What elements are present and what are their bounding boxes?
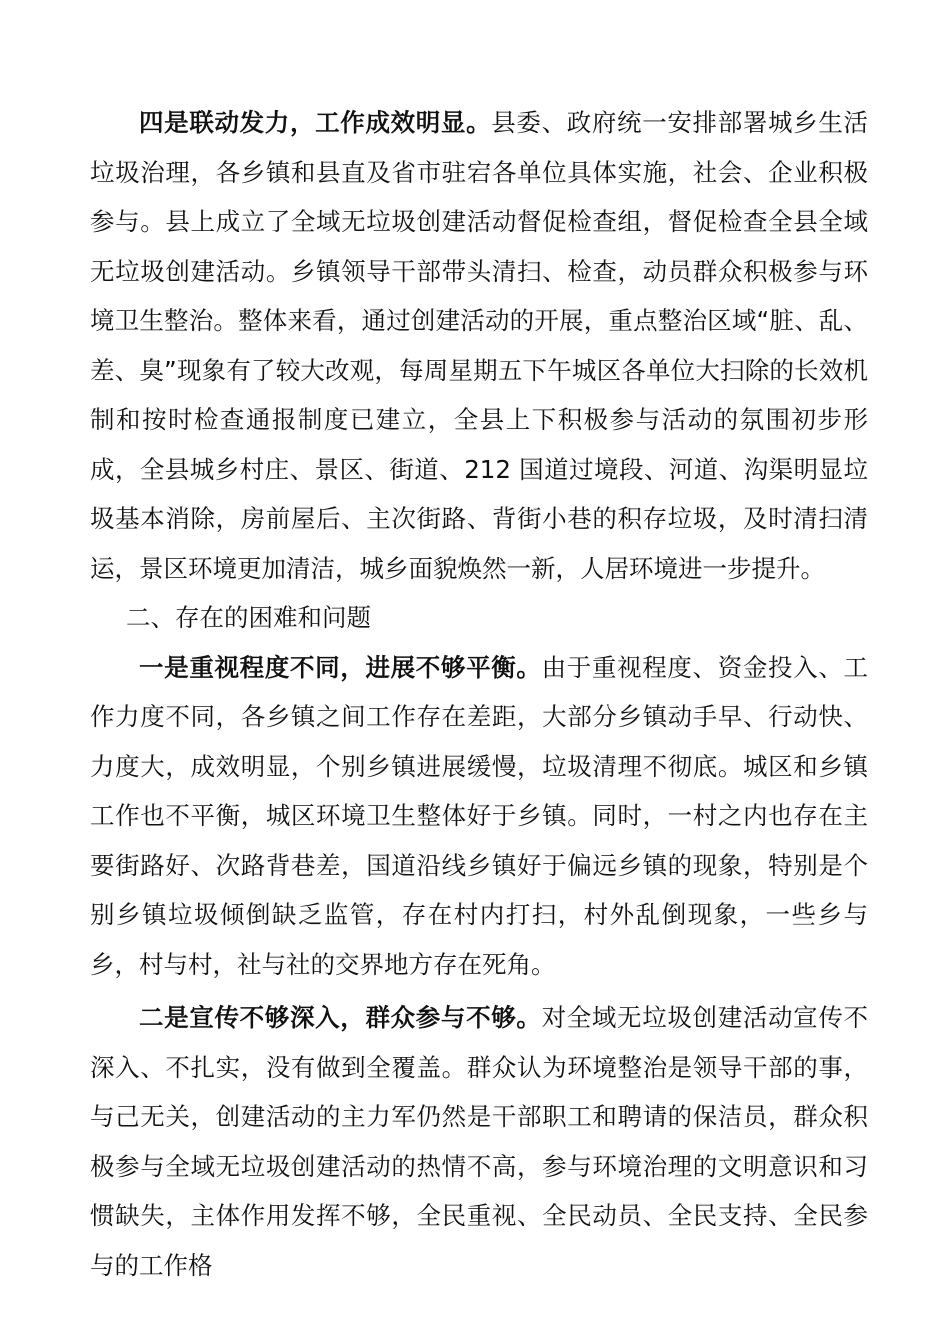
paragraph-body: 由于重视程度、资金投入、工作力度不同，各乡镇之间工作存在差距，大部分乡镇动手早、行动快、力度大，成效明显，个别乡镇进展缓慢，垃圾清理不彻底。城区和乡镇工作也不平衡，城区环境卫生整体好于乡镇。同时，一村之内也存在主要街路好、次路背巷差，国道沿线乡镇好于偏远乡镇的现象，特别是个别乡镇垃圾倾倒缺乏监管，存在村内打扫，村外乱倒现象，一些乡与乡，村与村，社与社的交界地方存在死角。 xyxy=(90,652,869,979)
section-heading: 二、存在的困难和问题 xyxy=(126,603,371,632)
paragraph-problem-1 xyxy=(90,643,868,990)
paragraph-lead: 四是联动发力，工作成效明显。 xyxy=(139,108,492,137)
document-page xyxy=(90,98,868,1290)
paragraph-body: 县委、政府统一安排部署城乡生活垃圾治理，各乡镇和县直及省市驻宕各单位具体实施，社会、企业积极参与。县上成立了全域无垃圾创建活动督促检查组，督促检查全县全域无垃圾创建活动。乡镇领导干部带头清扫、检查，动员群众积极参与环境卫生整治。整体来看，通过创建活动的开展，重点整治区域“脏、乱、差、臭”现象有了较大改观，每周星期五下午城区各单位大扫除的长效机制和按时检查通报制度已建立，全县上下积极参与活动的氛围初步形成，全县城乡村庄、景区、街道、212 国道过境段、河道、沟渠明显垃圾基本消除，房前屋后、主次街路、背街小巷的积存垃圾，及时清扫清运，景区环境更加清洁，城乡面貌焕然一新，人居环境进一步提升。 xyxy=(90,108,868,583)
paragraph-lead: 一是重视程度不同，进展不够平衡。 xyxy=(139,652,542,682)
paragraph-linkage-effort xyxy=(90,98,868,593)
paragraph-lead: 二是宣传不够深入，群众参与不够。 xyxy=(139,1003,542,1032)
paragraph-body: 对全域无垃圾创建活动宣传不深入、不扎实，没有做到全覆盖。群众认为环境整治是领导干部的事，与己无关，创建活动的主力军仍然是干部职工和聘请的保洁员，群众积极参与全域无垃圾创建活动的热情不高，参与环境治理的文明意识和习惯缺失，主体作用发挥不够，全民重视、全民动员、全民支持、全民参与的工作格 xyxy=(90,1003,869,1280)
paragraph-problem-2 xyxy=(90,993,868,1290)
